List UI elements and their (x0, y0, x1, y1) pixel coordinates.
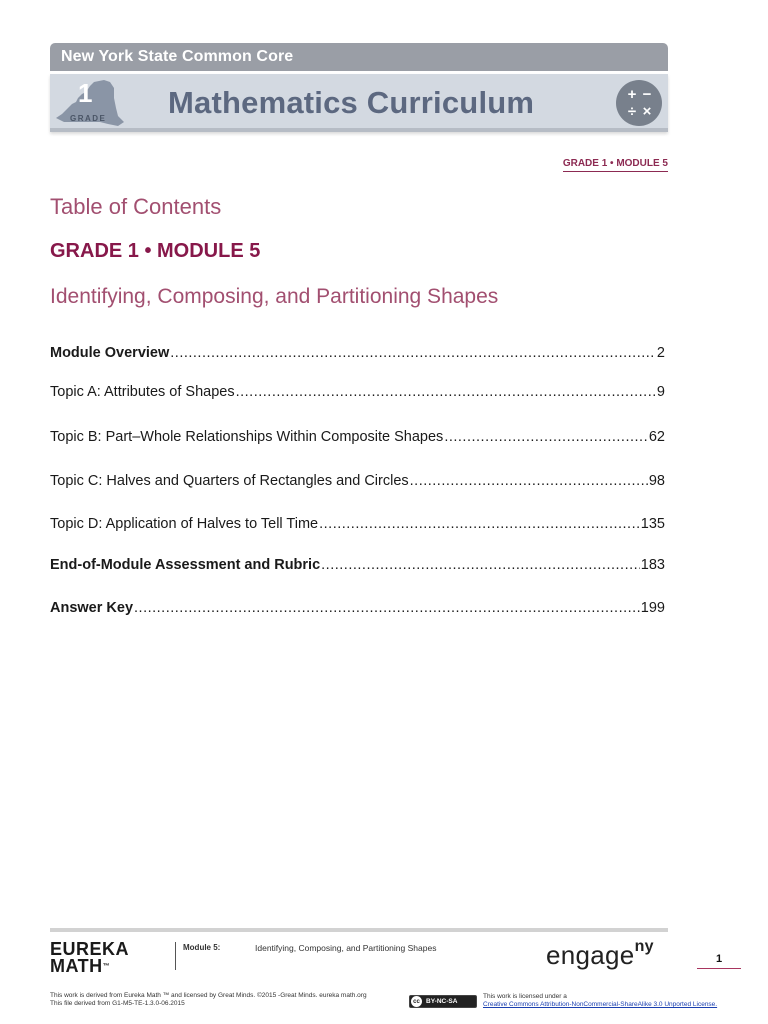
banner-top-bar (50, 43, 668, 71)
toc-entry-label: Topic B: Part–Whole Relationships Within Composite Shapes (50, 429, 444, 445)
minus-icon: − (642, 86, 652, 103)
toc-leader (170, 345, 656, 361)
footer-credit: This work is derived from Eureka Math ™ and licensed by Great Minds. ©2015 -Great Minds. eureka math.org This file derived from G1-M5-TE-1.3.0-06.2015 (50, 992, 367, 1007)
engage-sup: ny (634, 938, 654, 955)
toc-entry-topic-b[interactable] (50, 429, 665, 445)
toc-entry-label: Answer Key (50, 600, 134, 616)
grade-number: 1 (78, 78, 93, 108)
engageny-logo (546, 940, 654, 971)
toc-entry-page: 183 (640, 557, 665, 573)
footer-vertical-divider (175, 942, 176, 970)
license-link[interactable]: Creative Commons Attribution-NonCommercial-ShareAlike 3.0 Unported License. (483, 1001, 718, 1008)
divide-icon: ÷ (627, 103, 637, 120)
license-text (483, 993, 717, 1009)
toc-entry-topic-a[interactable] (50, 384, 665, 400)
toc-entry-module-overview[interactable] (50, 345, 665, 361)
toc-leader (410, 473, 648, 489)
toc-entry-assessment[interactable] (50, 557, 665, 573)
toc-leader (321, 557, 640, 573)
toc-entry-page: 98 (648, 473, 665, 489)
banner-main (50, 74, 668, 132)
cc-label: BY-NC-SA (426, 998, 458, 1005)
license-line1: This work is licensed under a (483, 993, 567, 1000)
page-number: 1 (697, 953, 741, 969)
toc-leader (319, 516, 640, 532)
toc-entry-label: End-of-Module Assessment and Rubric (50, 557, 321, 573)
footer-module-title: Identifying, Composing, and Partitioning Shapes (255, 943, 437, 953)
module-subtitle: Identifying, Composing, and Partitioning Shapes (50, 285, 499, 308)
header-module-tag: GRADE 1 • MODULE 5 (563, 158, 668, 172)
toc-entry-topic-c[interactable] (50, 473, 665, 489)
toc-entry-topic-d[interactable] (50, 516, 665, 532)
toc-entry-page: 135 (640, 516, 665, 532)
toc-leader (134, 600, 640, 616)
cc-icon: cc (411, 996, 422, 1007)
toc-entry-answer-key[interactable] (50, 600, 665, 616)
toc-entry-page: 62 (648, 429, 665, 445)
toc-entry-page: 199 (640, 600, 665, 616)
toc-entry-label: Module Overview (50, 345, 170, 361)
toc-title: Table of Contents (50, 194, 222, 219)
toc-entry-page: 2 (656, 345, 665, 361)
math-operations-icon (616, 80, 662, 126)
cc-license-badge (409, 995, 477, 1008)
eureka-math-logo (50, 941, 129, 975)
toc-entry-label: Topic D: Application of Halves to Tell Time (50, 516, 319, 532)
eureka-logo-line2: MATH (50, 956, 103, 976)
eureka-logo-line1: EUREKA (50, 939, 130, 959)
module-heading: GRADE 1 • MODULE 5 (50, 240, 261, 262)
footer-divider-line (50, 928, 668, 932)
footer-module-label: Module 5: (183, 943, 221, 952)
toc-leader (236, 384, 656, 400)
banner-top-text: New York State Common Core (61, 48, 294, 65)
trademark-symbol: ™ (102, 963, 111, 970)
toc-entry-label: Topic A: Attributes of Shapes (50, 384, 235, 400)
toc-entry-label: Topic C: Halves and Quarters of Rectangles and Circles (50, 473, 409, 489)
multiply-icon: × (642, 103, 652, 120)
toc-leader (444, 429, 648, 445)
plus-icon: + (627, 86, 637, 103)
toc-entry-page: 9 (656, 384, 665, 400)
curriculum-title: Mathematics Curriculum (168, 85, 535, 120)
engage-text: engage (546, 940, 635, 970)
grade-label: GRADE (70, 114, 107, 123)
